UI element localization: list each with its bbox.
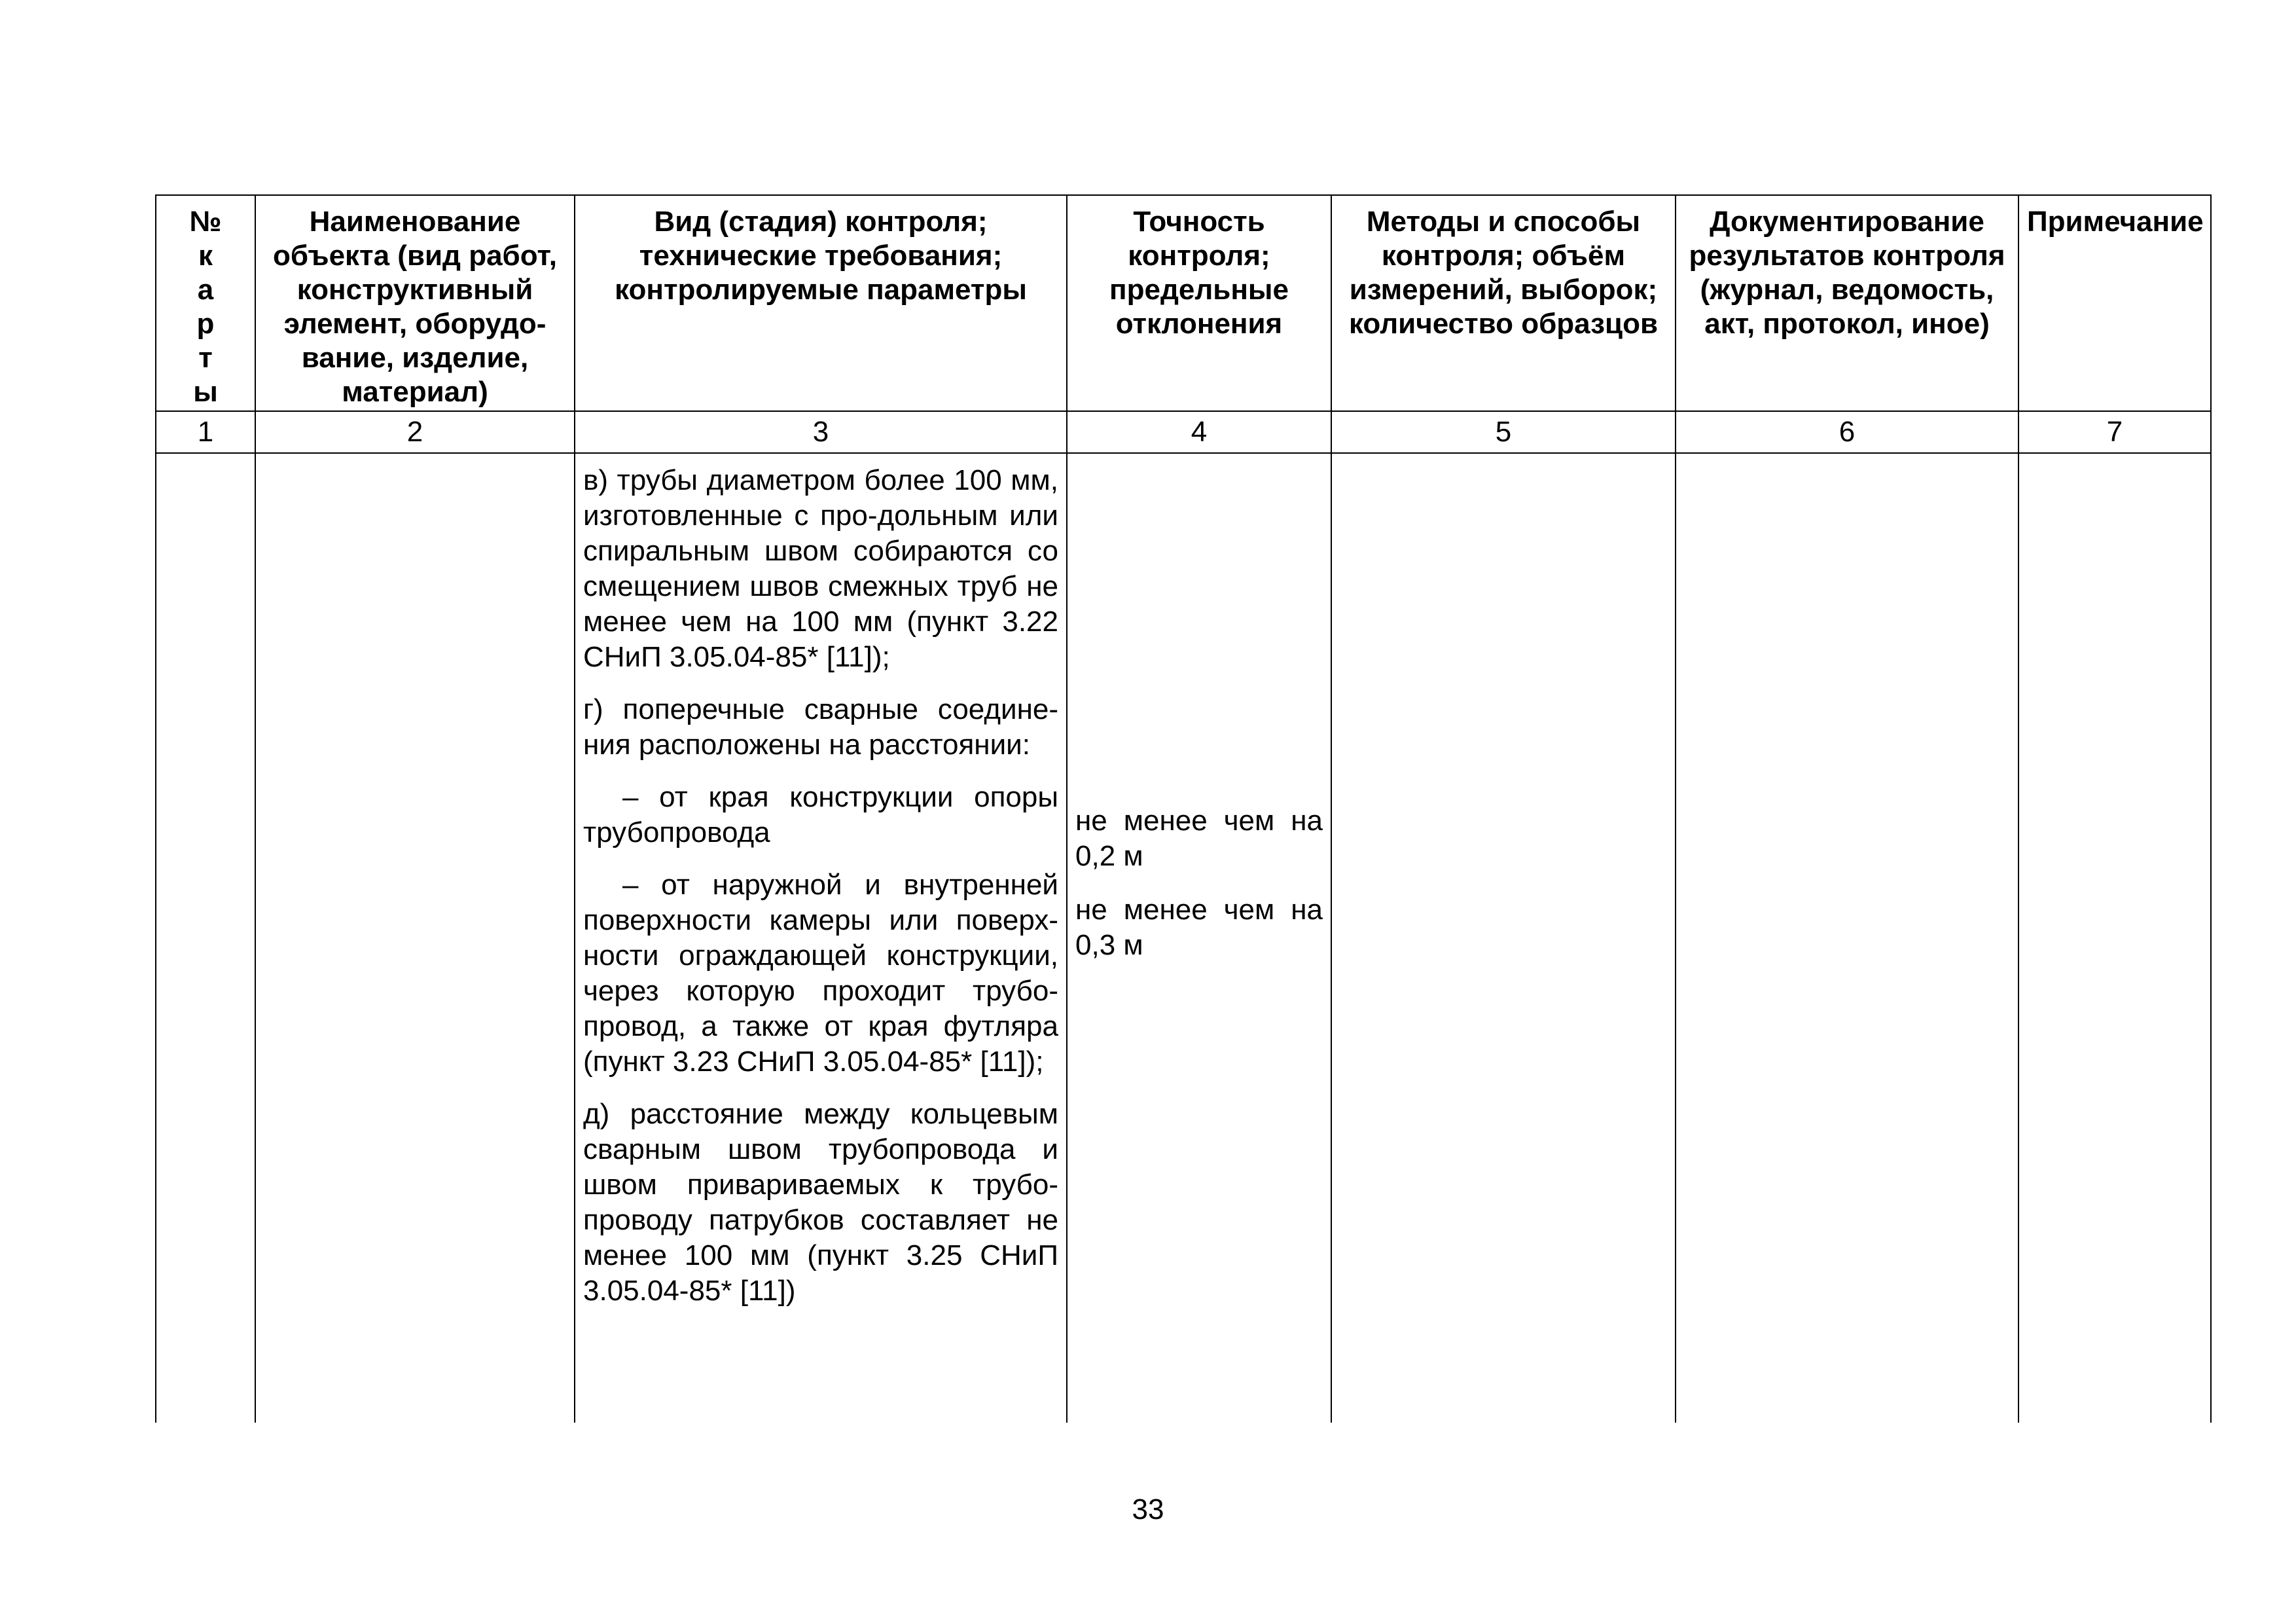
column-number-cell: 7 (2018, 411, 2211, 453)
column-number-cell: 1 (156, 411, 255, 453)
control-requirements-cell (575, 453, 1067, 1423)
documentation-cell (1676, 453, 2018, 1423)
header-documentation: Документирование результатов контроля (журнал, ведомость, акт, протокол, иное) (1676, 195, 2018, 411)
column-number-cell: 2 (255, 411, 575, 453)
header-methods: Методы и способы контроля; объём измерений, выборок; количество образцов (1331, 195, 1676, 411)
accuracy-spacer (1075, 874, 1323, 892)
column-number-cell: 4 (1067, 411, 1331, 453)
page-number: 33 (1132, 1493, 1164, 1525)
requirement-item-support-edge: – от края конструкции опоры трубопровода (583, 781, 1058, 848)
card-number-cell (156, 453, 255, 1423)
column-number-row (156, 411, 2211, 453)
methods-cell (1331, 453, 1676, 1423)
note-cell (2018, 453, 2211, 1423)
header-control-type: Вид (стадия) контроля; технические требования; контролируемые параметры (575, 195, 1067, 411)
header-accuracy: Точность контроля; предельные отклонения (1067, 195, 1331, 411)
control-table (155, 194, 2212, 1423)
requirement-paragraph-d: д) расстояние между кольцевым сварным швом трубопровода и швом привариваемых к трубо-проводу патрубков составляет не менее 100 мм (пункт 3.25 СНиП 3.05.04-85* [11]) (583, 1098, 1058, 1307)
requirement-paragraph-g: г) поперечные сварные соедине-ния расположены на расстоянии: (583, 693, 1058, 761)
accuracy-value-chamber: не менее чем на 0,3 м (1075, 894, 1323, 961)
table-row (156, 453, 2211, 1423)
requirement-paragraph-v: в) трубы диаметром более 100 мм, изготовленные с про-дольным или спиральным швом собираются со смещением швов смежных труб не менее чем на 100 мм (пункт 3.22 СНиП 3.05.04-85* [11]); (583, 464, 1058, 673)
header-card-number (156, 195, 255, 411)
header-note: Примечание (2018, 195, 2211, 411)
accuracy-spacer (1075, 454, 1323, 803)
column-number-cell: 6 (1676, 411, 2018, 453)
header-card-number-text: № к а р т ы (189, 206, 222, 408)
object-name-cell (255, 453, 575, 1423)
accuracy-value-support: не менее чем на 0,2 м (1075, 805, 1323, 872)
column-number-cell: 3 (575, 411, 1067, 453)
header-object-name: Наименование объекта (вид работ, конструктивный элемент, оборудо-вание, изделие, материал) (255, 195, 575, 411)
document-table-wrapper (155, 194, 2210, 1423)
accuracy-cell (1067, 453, 1331, 1423)
header-row (156, 195, 2211, 411)
requirement-item-chamber-surface: – от наружной и внутренней поверхности камеры или поверх-ности ограждающей конструкции, через которую проходит трубо-провод, а также от края футляра (пункт 3.23 СНиП 3.05.04-85* [11]); (583, 869, 1058, 1078)
column-number-cell: 5 (1331, 411, 1676, 453)
